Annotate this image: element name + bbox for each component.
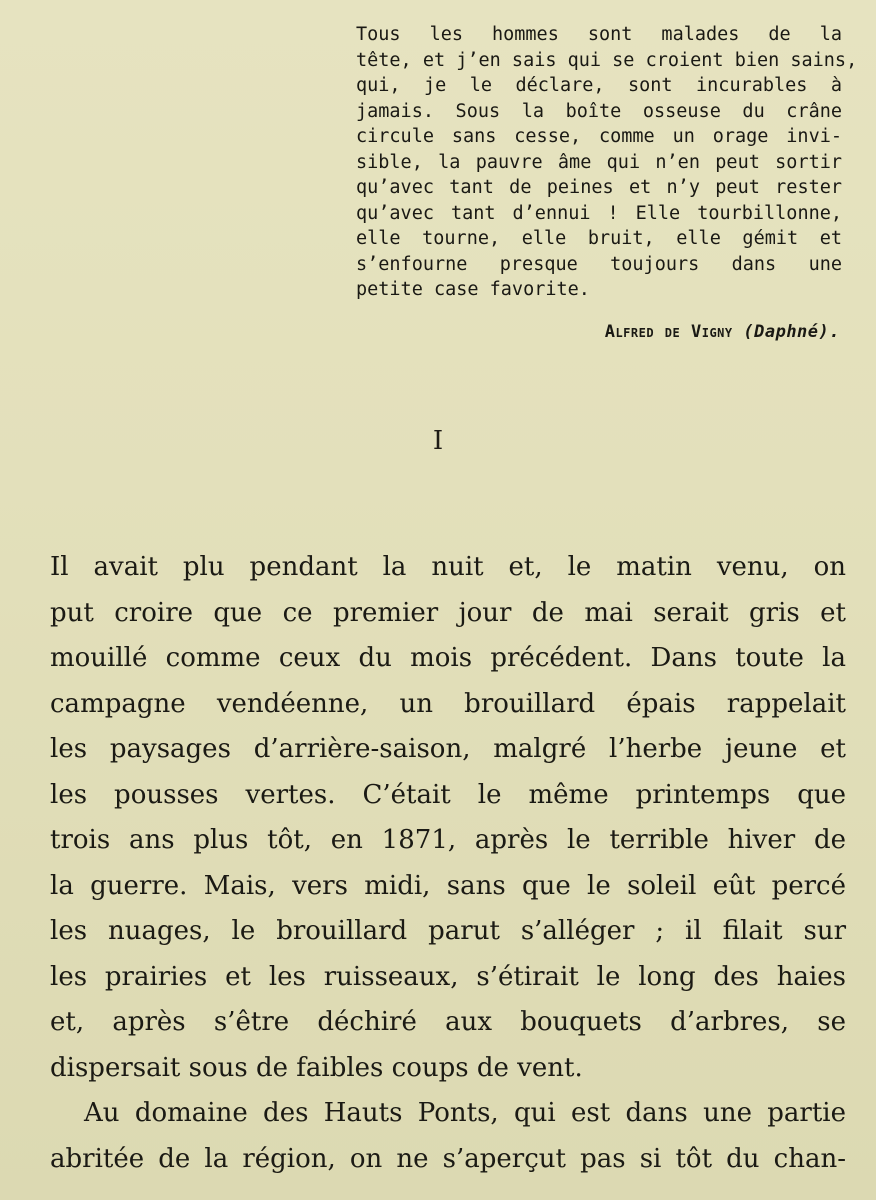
body-line: Il avait plu pendant la nuit et, le matin venu, on [50, 552, 846, 582]
epigraph-attribution [605, 322, 840, 342]
epigraph-line: circule sans cesse, comme un orage invi- [356, 126, 842, 147]
body-line: les paysages d’arrière-saison, malgré l’herbe jeune et [50, 734, 846, 764]
epigraph-line: Tous les hommes sont malades de la [356, 24, 842, 45]
chapter-number: I [432, 426, 444, 456]
epigraph-line: jamais. Sous la boîte osseuse du crâne [356, 100, 842, 122]
body-line: trois ans plus tôt, en 1871, après le terrible hiver de [50, 825, 846, 855]
body-line: campagne vendéenne, un brouillard épais rappelait [50, 688, 846, 719]
epigraph-line: petite case favorite. [356, 279, 590, 300]
epigraph-author: Alfred de Vigny [604, 322, 733, 342]
body-line: dispersait sous de faibles coups de vent. [50, 1052, 583, 1083]
body-line: Au domaine des Hauts Ponts, qui est dans une partie [84, 1098, 846, 1128]
body-line: les prairies et les ruisseaux, s’étirait le long des haies [50, 961, 846, 992]
body-text [50, 545, 846, 1182]
epigraph-work: (Daphné). [743, 322, 840, 342]
body-line: put croire que ce premier jour de mai serait gris et [50, 597, 846, 628]
epigraph-line: tête, et j’en sais qui se croient bien sains, [356, 49, 858, 71]
body-line: et, après s’être déchiré aux bouquets d’arbres, se [50, 1007, 846, 1037]
body-line: mouillé comme ceux du mois précédent. Dans toute la [50, 643, 846, 673]
epigraph-line: qu’avec tant d’ennui ! Elle tourbillonne, [356, 202, 842, 224]
epigraph-line: qu’avec tant de peines et n’y peut rester [356, 177, 842, 198]
epigraph-line: qui, je le déclare, sont incurables à [356, 75, 842, 96]
body-line: la guerre. Mais, vers midi, sans que le soleil eût percé [50, 870, 846, 901]
body-line: abritée de la région, on ne s’aperçut pas si tôt du chan- [50, 1143, 846, 1174]
epigraph [356, 22, 858, 303]
body-line: les nuages, le brouillard parut s’alléger ; il filait sur [50, 916, 846, 946]
body-line: les pousses vertes. C’était le même printemps que [50, 779, 846, 810]
epigraph-line: elle tourne, elle bruit, elle gémit et [356, 228, 842, 249]
epigraph-line: s’enfourne presque toujours dans une [356, 253, 842, 275]
epigraph-line: sible, la pauvre âme qui n’en peut sortir [356, 151, 842, 173]
